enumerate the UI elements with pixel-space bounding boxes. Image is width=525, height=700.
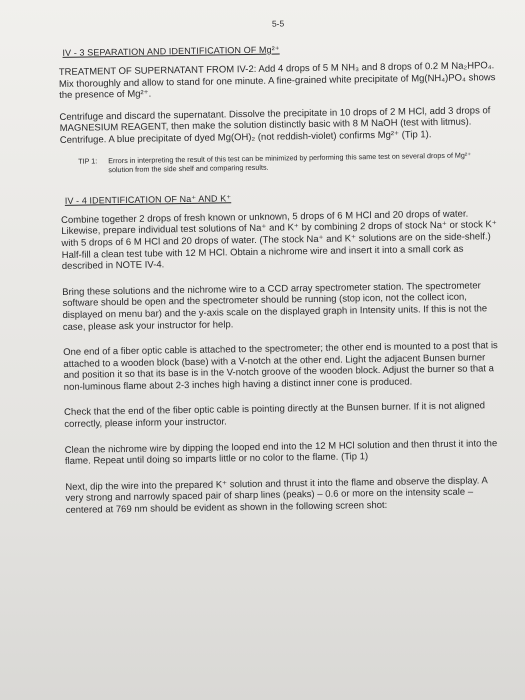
section-heading-iv4: IV - 4 IDENTIFICATION OF Na⁺ AND K⁺ xyxy=(64,193,232,206)
tip-label: TIP 1: xyxy=(78,155,98,166)
paragraph-fiber-optic: One end of a fiber optic cable is attached to the spectrometer; the other end is mounted to a post that is attached to a wooden block (base) with a V-notch at the other end. Light the adjacent Bunsen burner and position it so that its base is in the V-notch groove of the wooden block. Adjust the burner so that a non-luminous flame about 2-3 inches high having a distinct inner cone is produced. xyxy=(63,340,498,393)
paragraph-k-solution: Next, dip the wire into the prepared K⁺ solution and thrust it into the flame and observe the display. A very strong and narrowly spaced pair of sharp lines (peaks) – 0.6 or more on the intensity scale – centered at 769 nm should be evident as shown in the following screen shot: xyxy=(65,475,488,516)
tip-text: Errors in interpreting the result of this test can be minimized by performing this same test on several drops of Mg²⁺ solution from the side shelf and comparing results. xyxy=(108,150,472,175)
paragraph-treatment-supernatant: TREATMENT OF SUPERNATANT FROM IV-2: Add 4 drops of 5 M NH₃ and 8 drops of 0.2 M Na₂HPO₄. Mix thoroughly and allow to stand for one minute. A fine-grained white precipitate of Mg(NH₄)PO₄ shows the presence of Mg²⁺. xyxy=(58,60,496,102)
paragraph-combine: Combine together 2 drops of fresh known or unknown, 5 drops of 6 M HCl and 20 drops of water. Likewise, prepare individual test solutions of Na⁺ and K⁺ by combining 2 drops of stock Na⁺ or stock K⁺ with 5 drops of 6 M HCl and 20 drops of water. (The stock Na⁺ and K⁺ solutions are on the side-shelf.) Half-fill a clean test tube with 12 M HCl. Obtain a nichrome wire and insert it into a small cork as described in NOTE IV-4. xyxy=(61,208,497,273)
paragraph-centrifuge: Centrifuge and discard the supernatant. Dissolve the precipitate in 10 drops of 2 M HCl, add 3 drops of MAGNESIUM REAGENT, then make the solution distinctly basic with 8 M NaOH (test with litmus). Centrifuge. A blue precipitate of dyed Mg(OH)₂ (not reddish-violet) confirms Mg²⁺ (Tip 1). xyxy=(59,105,491,146)
paragraph-clean-wire: Clean the nichrome wire by dipping the looped end into the 12 M HCl solution and then thrust it into the flame. Repeat until doing so imparts little or no color to the flame. (Tip 1) xyxy=(64,437,498,468)
tip-note xyxy=(78,150,500,176)
page-number: 5-5 xyxy=(271,18,285,29)
paragraph-check-alignment: Check that the end of the fiber optic cable is pointing directly at the Bunsen burner. If it is not aligned correctly, please inform your instructor. xyxy=(64,400,486,431)
paragraph-spectrometer: Bring these solutions and the nichrome wire to a CCD array spectrometer station. The spectrometer software should be open and the spectrometer should be running (stop icon, not the collect icon, displayed on menu bar) and the y-axis scale on the displayed graph in Intensity units. If this is not the case, please ask your instructor for help. xyxy=(62,280,488,333)
section-heading-iv3: IV - 3 SEPARATION AND IDENTIFICATION OF Mg²⁺ xyxy=(62,44,280,58)
page-content xyxy=(58,15,506,526)
